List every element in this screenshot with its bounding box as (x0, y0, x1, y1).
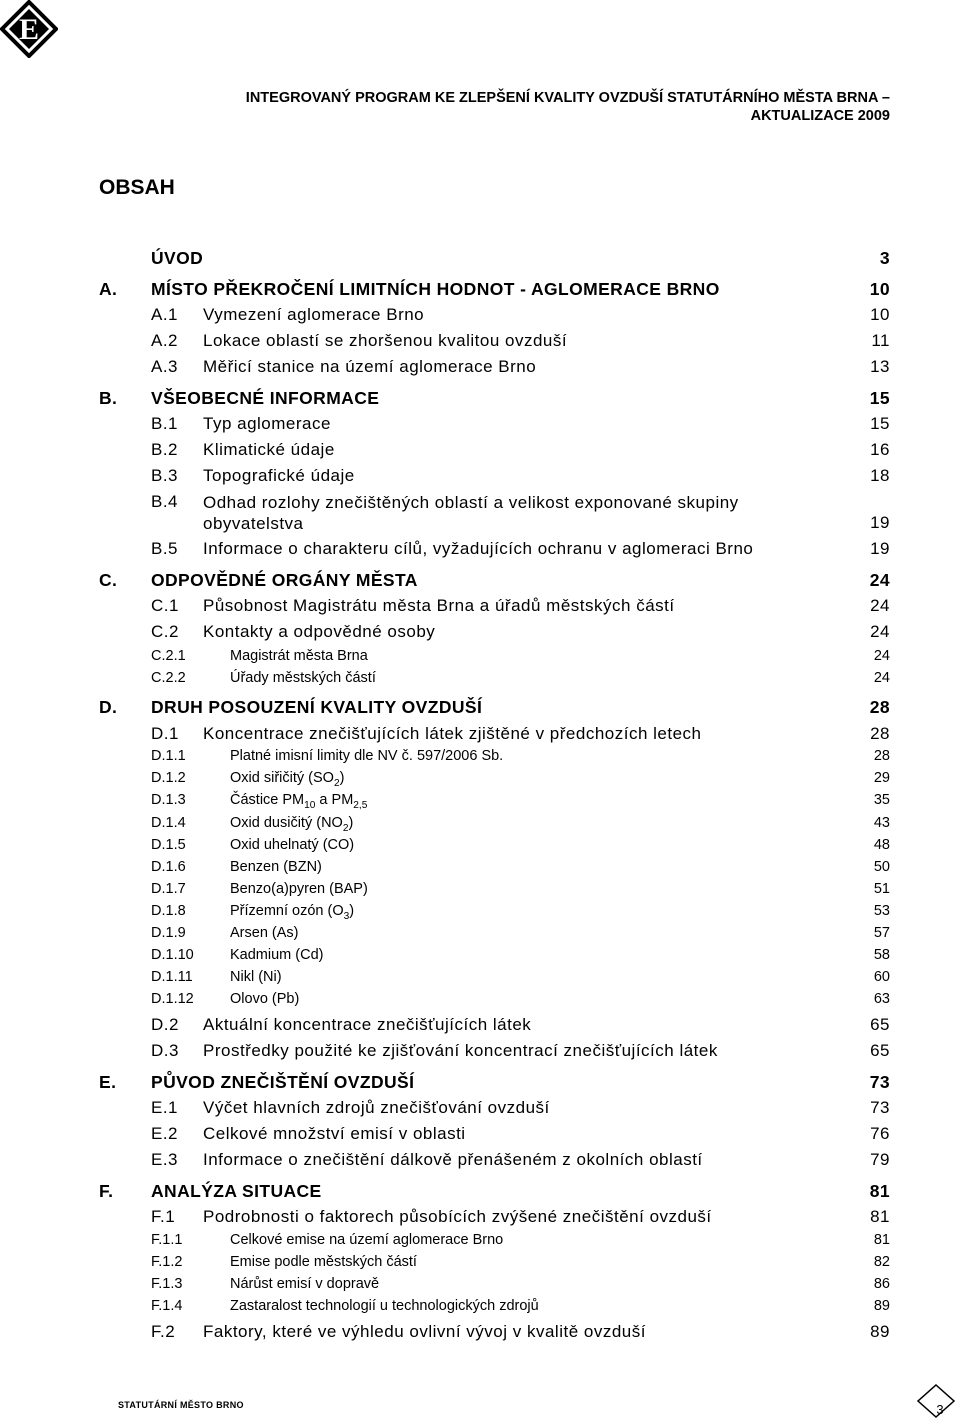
toc-entry-number: C. (99, 570, 118, 590)
toc-entry-number: C.2.1 (151, 648, 186, 664)
toc-entry-page: 24 (870, 596, 890, 615)
toc-entry-page: 28 (873, 748, 890, 764)
toc-entry-title: Benzo(a)pyren (BAP) (230, 881, 368, 897)
toc-entry-number: F.1.3 (151, 1276, 183, 1292)
toc-entry-number: E.1 (151, 1098, 179, 1117)
toc-entry-title: Klimatické údaje (203, 440, 335, 459)
toc-entry-page: 28 (869, 697, 890, 717)
toc-entry-number: B.1 (151, 414, 179, 433)
toc-entry-title: ÚVOD (151, 248, 204, 268)
toc-entry-title: Prostředky použité ke zjišťování koncentrací znečišťujících látek (203, 1041, 718, 1060)
toc-entry-page: 28 (870, 724, 890, 743)
toc-entry-number: D. (99, 697, 118, 717)
toc-entry-page: 48 (873, 837, 890, 853)
toc-entry-page: 43 (873, 815, 890, 831)
toc-entry-page: 35 (873, 792, 890, 808)
toc-entry-page: 86 (873, 1276, 890, 1292)
toc-entry-title: Benzen (BZN) (230, 859, 322, 875)
toc-entry-page: 3 (879, 248, 890, 268)
toc-entry-page: 29 (873, 770, 890, 786)
toc-entry-title: Přízemní ozón $(O_3)$ (230, 903, 355, 922)
toc-entry-page: 82 (873, 1254, 890, 1270)
toc-entry-page: 65 (870, 1015, 890, 1034)
toc-entry-number: B.5 (151, 539, 179, 558)
toc-entry-page: 24 (869, 570, 890, 590)
toc-entry-title: Celkové množství emisí v oblasti (203, 1124, 466, 1143)
toc-entry-number: D.3 (151, 1041, 179, 1060)
toc-entry-number: F.1.2 (151, 1254, 183, 1270)
page-number: 3 (936, 1402, 944, 1417)
page-number-badge-icon (916, 1383, 956, 1419)
toc-entry-page: 11 (871, 331, 890, 350)
toc-entry-page: 57 (873, 925, 890, 941)
toc-entry-number: A.1 (151, 305, 179, 324)
toc-entry-title: Částice $PM_{10}$ a $PM_{2,5}$ (230, 792, 368, 811)
toc-entry-number: D.2 (151, 1015, 179, 1034)
toc-entry-title: Měřicí stanice na území aglomerace Brno (203, 357, 537, 376)
toc-entry-title: Celkové emise na území aglomerace Brno (230, 1232, 504, 1248)
toc-entry-number: F.1.4 (151, 1298, 183, 1314)
toc-entry-number: F.1 (151, 1207, 176, 1226)
toc-entry-page: 58 (873, 947, 890, 963)
toc-entry-page: 10 (870, 305, 890, 324)
toc-entry-page: 73 (870, 1098, 890, 1117)
toc-entry-number: D.1.2 (151, 770, 186, 786)
toc-entry-title: Informace o charakteru cílů, vyžadujících ochranu v aglomeraci Brno (203, 539, 754, 558)
toc-entry-page: 73 (869, 1072, 890, 1092)
toc-entry-page: 51 (873, 881, 890, 897)
toc-entry-title: Koncentrace znečišťujících látek zjištěné v předchozích letech (203, 724, 702, 743)
toc-entry-title: Odhad rozlohy znečištěných oblastí a velikost exponované skupiny obyvatelstva (203, 493, 739, 533)
toc-entry-number: B.4 (151, 492, 179, 511)
toc-entry-number: D.1.1 (151, 748, 186, 764)
e-logo-icon (0, 0, 58, 58)
toc-entry-number: A. (99, 279, 118, 299)
toc-entry-number: F.2 (151, 1322, 176, 1341)
toc-entry-number: F.1.1 (151, 1232, 183, 1248)
toc-entry-title: PŮVOD ZNEČIŠTĚNÍ OVZDUŠÍ (151, 1072, 415, 1092)
toc-entry-page: 89 (870, 1322, 890, 1341)
toc-entry-number: D.1.9 (151, 925, 186, 941)
document-header (246, 89, 890, 125)
toc-entry-page: 53 (873, 903, 890, 919)
toc-entry-title: Kadmium (Cd) (230, 947, 324, 963)
toc-entry-page: 19 (870, 513, 890, 532)
toc-entry-page: 13 (870, 357, 890, 376)
toc-entry-number: B.2 (151, 440, 179, 459)
toc-entry-title: Arsen (As) (230, 925, 299, 941)
toc-entry-number: D.1.7 (151, 881, 186, 897)
toc-entry-number: E. (99, 1072, 117, 1092)
toc-entry-page: 79 (870, 1150, 890, 1169)
toc-entry-title: Emise podle městských částí (230, 1254, 417, 1270)
toc-entry-title: Informace o znečištění dálkově přenášeném z okolních oblastí (203, 1150, 703, 1169)
toc-entry-number: D.1.3 (151, 792, 186, 808)
toc-entry-title: Nárůst emisí v dopravě (230, 1276, 380, 1292)
toc-heading: OBSAH (99, 176, 175, 199)
toc-entry-title: Magistrát města Brna (230, 648, 368, 664)
toc-entry-number: C.2.2 (151, 670, 186, 686)
toc-entry-title: Olovo (Pb) (230, 991, 300, 1007)
toc-entry-title: Působnost Magistrátu města Brna a úřadů městských částí (203, 596, 675, 615)
toc-entry-page: 19 (870, 539, 890, 558)
toc-entry-title: Výčet hlavních zdrojů znečišťování ovzduší (203, 1098, 550, 1117)
toc-entry-number: D.1.11 (151, 969, 193, 985)
toc-entry-number: F. (99, 1181, 114, 1201)
toc-entry-title: Podrobnosti o faktorech působících zvýšené znečištění ovzduší (203, 1207, 712, 1226)
toc-entry-number: A.3 (151, 357, 179, 376)
toc-entry-page: 65 (870, 1041, 890, 1060)
toc-entry-number: A.2 (151, 331, 179, 350)
toc-entry-title: Platné imisní limity dle NV č. 597/2006 Sb. (230, 748, 504, 764)
logo-letter: E (18, 13, 40, 46)
toc-entry-page: 10 (869, 279, 890, 299)
toc-entry-number: B. (99, 388, 118, 408)
toc-entry-title: MÍSTO PŘEKROČENÍ LIMITNÍCH HODNOT - AGLOMERACE BRNO (151, 279, 720, 299)
toc-entry-title: Faktory, které ve výhledu ovlivní vývoj v kvalitě ovzduší (203, 1322, 646, 1341)
toc-entry-title: Oxid dusičitý $(NO_2)$ (230, 815, 354, 834)
toc-entry-title: Kontakty a odpovědné osoby (203, 622, 436, 641)
toc-entry-number: D.1 (151, 724, 179, 743)
toc-entry-title: DRUH POSOUZENÍ KVALITY OVZDUŠÍ (151, 697, 483, 717)
toc-entry-page: 76 (870, 1124, 890, 1143)
toc-entry-number: E.3 (151, 1150, 179, 1169)
toc-entry-number: D.1.6 (151, 859, 186, 875)
toc-entry-page: 16 (870, 440, 890, 459)
toc-entry-title: Oxid uhelnatý (CO) (230, 837, 355, 853)
footer-text: STATUTÁRNÍ MĚSTO BRNO (118, 1400, 244, 1410)
toc-entry-title: VŠEOBECNÉ INFORMACE (151, 388, 380, 408)
toc-entry-page: 50 (873, 859, 890, 875)
toc-entry-title: Lokace oblastí se zhoršenou kvalitou ovzduší (203, 331, 568, 350)
header-line-1: INTEGROVANÝ PROGRAM KE ZLEPŠENÍ KVALITY OVZDUŠÍ STATUTÁRNÍHO MĚSTA BRNA – (245, 90, 890, 106)
toc-entry-page: 15 (870, 414, 890, 433)
toc-entry-number: D.1.5 (151, 837, 186, 853)
toc-entry-page: 81 (869, 1181, 890, 1201)
toc-entry-number: C.1 (151, 596, 179, 615)
toc-entry-title: Úřady městských částí (230, 670, 376, 686)
toc-entry-page: 81 (870, 1207, 890, 1226)
toc-entry-title: Oxid siřičitý $(SO_2)$ (230, 770, 345, 789)
toc-entry-title: Topografické údaje (203, 466, 355, 485)
toc-entry-title: Vymezení aglomerace Brno (203, 305, 425, 324)
toc-entry-number: B.3 (151, 466, 179, 485)
toc-entry-title: ODPOVĚDNÉ ORGÁNY MĚSTA (151, 570, 418, 590)
toc-entry-page: 60 (873, 969, 890, 985)
toc-entry-number: D.1.8 (151, 903, 186, 919)
toc-entry-page: 89 (873, 1298, 890, 1314)
toc-entry-title: Aktuální koncentrace znečišťujících látek (203, 1015, 532, 1034)
toc-entry-number: D.1.4 (151, 815, 186, 831)
toc-entry-number: C.2 (151, 622, 179, 641)
toc-entry-title: ANALÝZA SITUACE (151, 1181, 322, 1201)
toc-entry-number: D.1.10 (151, 947, 194, 963)
toc-entry-number: D.1.12 (151, 991, 194, 1007)
toc-entry-page: 24 (873, 670, 890, 686)
toc-entry-page: 24 (873, 648, 890, 664)
toc-entry-title: Zastaralost technologií u technologických zdrojů (230, 1298, 539, 1314)
toc-entry-page: 24 (870, 622, 890, 641)
toc-entry-title: Typ aglomerace (203, 414, 331, 433)
toc-entry-number: E.2 (151, 1124, 179, 1143)
toc-entry-page: 18 (870, 466, 890, 485)
header-line-2: AKTUALIZACE 2009 (750, 108, 890, 124)
toc-entry-title: Nikl (Ni) (230, 969, 282, 985)
toc-entry-page: 81 (873, 1232, 890, 1248)
toc-entry-page: 15 (869, 388, 890, 408)
toc-entry-page: 63 (873, 991, 890, 1007)
